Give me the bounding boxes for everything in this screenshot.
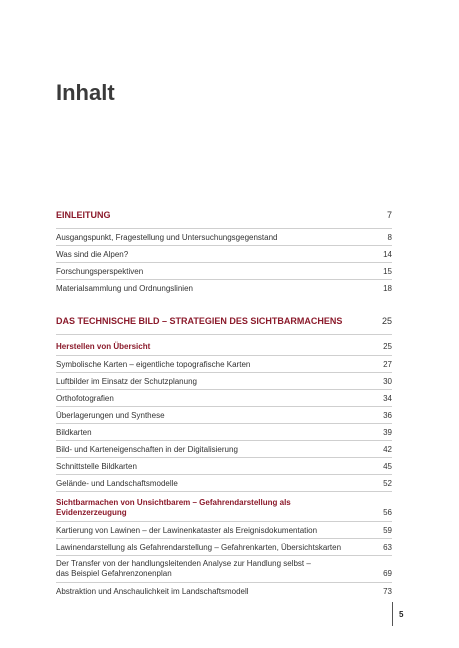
toc-entry-label: Forschungsperspektiven [56,266,144,276]
toc-entry[interactable] [56,539,392,555]
toc-section-label-line1: Sichtbarmachen von Unsichtbarem – Gefahrendarstellung als [56,498,291,507]
toc-chapter-label: EINLEITUNG [56,210,111,220]
toc-entry-label: Luftbilder im Einsatz der Schutzplanung [56,376,197,386]
toc-entry-label: Materialsammlung und Ordnungslinien [56,283,193,293]
toc-section-label-line2: Evidenzerzeugung [56,508,127,517]
toc-entry[interactable] [56,229,392,245]
toc-page-number: 69 [383,569,392,578]
page-number-label: 5 [399,609,404,619]
toc-chapter-label: DAS TECHNISCHE BILD – STRATEGIEN DES SICHTBARMACHENS [56,316,343,326]
toc-page-number: 7 [386,210,392,220]
toc-entry[interactable] [56,441,392,457]
toc-chapter-einleitung[interactable] [56,210,392,224]
toc-page-number: 59 [383,525,392,535]
page-number [392,602,403,626]
toc-entry-multiline[interactable] [56,556,392,582]
divider [56,491,392,492]
toc-entry[interactable] [56,583,392,599]
toc-page-number: 63 [383,542,392,552]
toc-entry[interactable] [56,263,392,279]
toc-entry-label-line2: das Beispiel Gefahrenzonenplan [56,569,172,578]
toc-entry-label: Überlagerungen und Synthese [56,410,165,420]
toc-chapter-technisches-bild[interactable] [56,316,392,330]
toc-page-number: 39 [383,427,392,437]
toc-section-label: Herstellen von Übersicht [56,341,151,351]
toc-page-number: 52 [383,478,392,488]
toc-page-number: 73 [383,586,392,596]
toc-page-number: 42 [383,444,392,454]
toc-entry-label-line1: Der Transfer von der handlungsleitenden Analyse zur Handlung selbst – [56,559,311,568]
toc-page-number: 18 [383,283,392,293]
toc-entry-label: Bildkarten [56,427,92,437]
toc-page-number: 27 [383,359,392,369]
divider [56,334,392,335]
toc-page-number: 30 [383,376,392,386]
toc-entry[interactable] [56,356,392,372]
toc-entry[interactable] [56,475,392,491]
toc-entry-label: Gelände- und Landschaftsmodelle [56,478,178,488]
table-of-contents [56,210,392,599]
toc-page-number: 56 [383,508,392,517]
toc-page-number: 14 [383,249,392,259]
toc-page-number: 8 [387,232,392,242]
toc-page-number: 45 [383,461,392,471]
toc-entry[interactable] [56,424,392,440]
toc-entry[interactable] [56,373,392,389]
toc-section-sichtbarmachen[interactable] [56,498,392,518]
toc-page-number: 15 [383,266,392,276]
toc-entry-label: Lawinendarstellung als Gefahrendarstellung – Gefahrenkarten, Übersichtskarten [56,542,342,552]
toc-entry-label: Schnittstelle Bildkarten [56,461,137,471]
toc-entry[interactable] [56,407,392,423]
toc-entry-label: Kartierung von Lawinen – der Lawinenkataster als Ereignisdokumentation [56,525,318,535]
toc-entry-label [56,559,311,579]
toc-entry[interactable] [56,390,392,406]
toc-page-number: 34 [383,393,392,403]
page-title: Inhalt [56,80,115,105]
toc-section-uebersicht[interactable] [56,337,392,355]
toc-page-number: 36 [383,410,392,420]
toc-entry-label: Bild- und Karteneigenschaften in der Digitalisierung [56,444,238,454]
toc-section-label [56,498,291,518]
toc-entry[interactable] [56,246,392,262]
toc-entry-label: Was sind die Alpen? [56,249,129,259]
toc-entry[interactable] [56,522,392,538]
toc-entry[interactable] [56,458,392,474]
toc-entry-label: Ausgangspunkt, Fragestellung und Untersuchungsgegenstand [56,232,278,242]
toc-entry-label: Symbolische Karten – eigentliche topografische Karten [56,359,251,369]
toc-entry[interactable] [56,280,392,296]
toc-entry-label: Abstraktion und Anschaulichkeit im Landschaftsmodell [56,586,249,596]
toc-page-number: 25 [381,316,392,326]
toc-page-number: 25 [383,341,392,351]
toc-entry-label: Orthofotografien [56,393,114,403]
